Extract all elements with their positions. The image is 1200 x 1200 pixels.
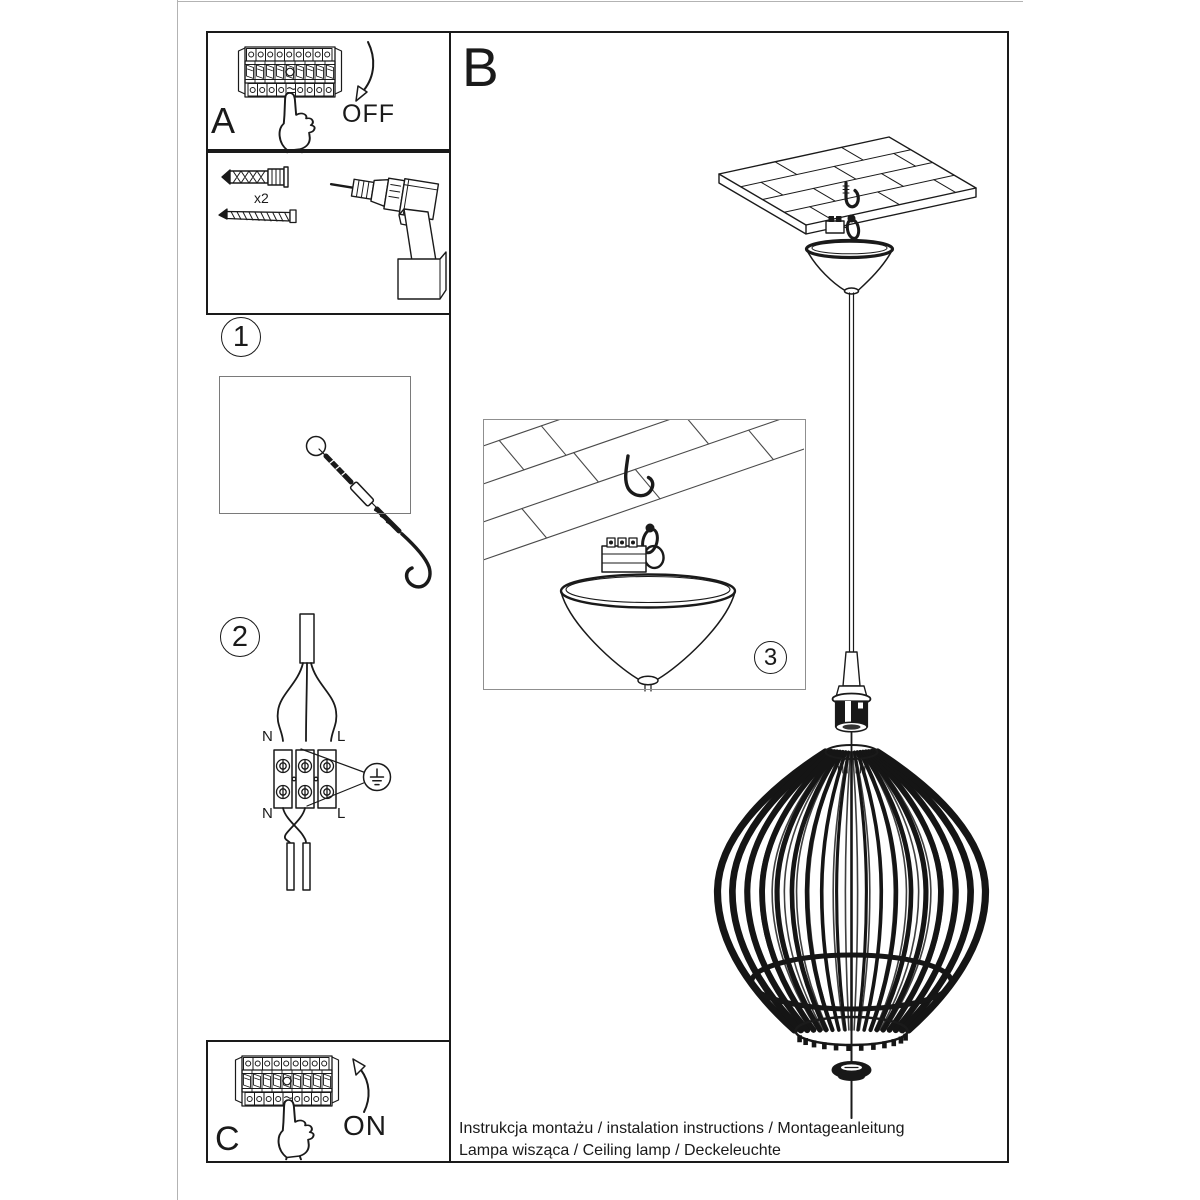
off-label: OFF (342, 100, 395, 128)
section-b-label: B (462, 36, 499, 98)
section-a-label: A (211, 100, 236, 141)
wire-neutral-top-label: N (262, 728, 273, 745)
footer-caption (459, 1118, 905, 1162)
footer-line-2: Lampa wisząca / Ceiling lamp / Deckeleuchte (459, 1142, 781, 1159)
wiring-diagram-figure (274, 614, 391, 890)
panel-required-tools (206, 149, 451, 315)
section-c-label: C (215, 1120, 240, 1158)
plug-quantity-label: x2 (254, 190, 269, 206)
wire-line-top-label: L (337, 728, 346, 745)
wire-line-bottom-label: L (337, 805, 346, 822)
footer-line-1: Instrukcja montażu / instalation instructions / Montageanleitung (459, 1120, 905, 1137)
step-1-badge: 1 (221, 317, 261, 357)
on-label: ON (343, 1110, 387, 1141)
step-3-badge: 3 (754, 641, 787, 674)
panel-step-c-power-on (206, 1040, 451, 1163)
step-2-badge: 2 (220, 617, 260, 657)
wire-neutral-bottom-label: N (262, 805, 273, 822)
panel-step-a-power-off (206, 31, 451, 153)
ground-symbol-icon (364, 764, 391, 791)
step1-ceiling-box (219, 376, 411, 514)
